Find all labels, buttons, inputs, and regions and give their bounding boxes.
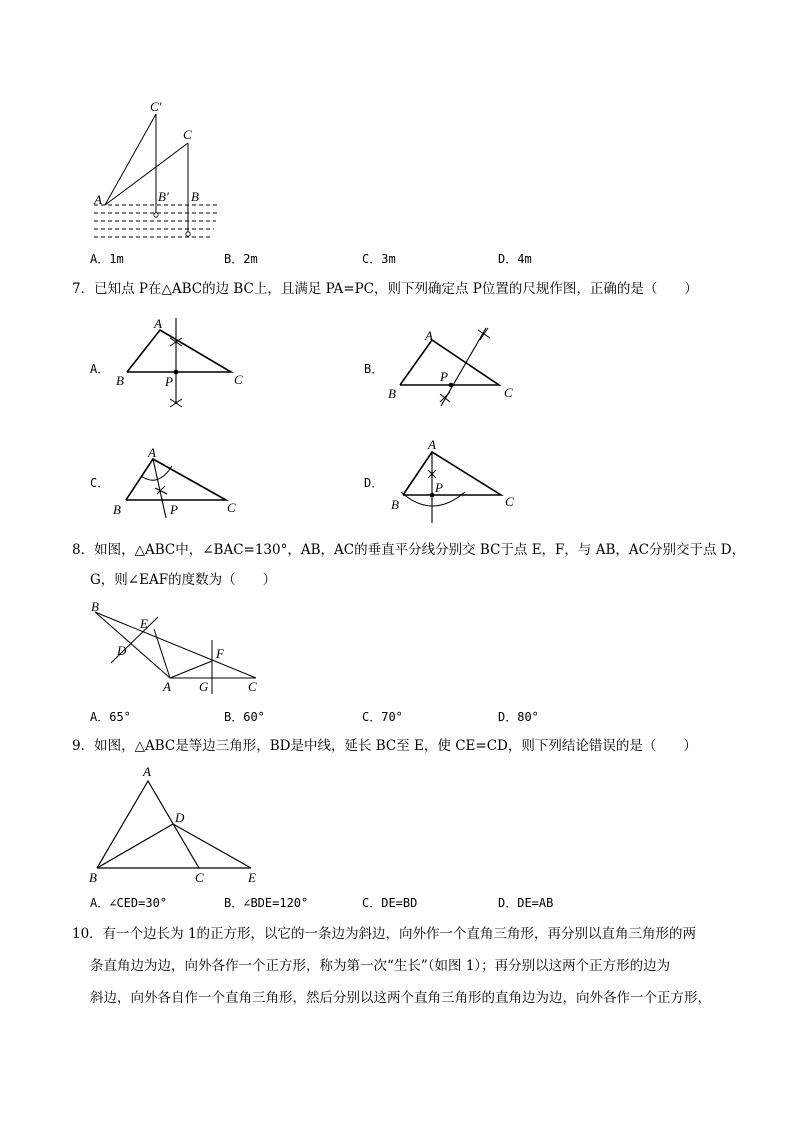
q9-stem: 9．如图，△ABC是等边三角形，BD是中线，延长 BC至 E，使 CE=CD，则下列结论错误的是（ ） (72, 738, 697, 754)
q7c-label-b: B (113, 502, 121, 517)
q7-option-a: A． (90, 362, 110, 376)
q8-label-f: F (216, 646, 224, 661)
q8-label-b: B (91, 599, 99, 614)
q8-label-e: E (140, 616, 148, 631)
q7b-label-a: A (425, 328, 433, 343)
q7a-label-b: B (116, 373, 124, 388)
q7a-label-a: A (154, 316, 162, 331)
q6-option-d: D．4m (498, 252, 532, 266)
q7d-label-b: B (391, 497, 399, 512)
q7-figure-d (401, 452, 501, 523)
q9-label-d: D (175, 810, 185, 825)
q6-option-c: C．3m (362, 252, 396, 266)
q7b-label-p: P (440, 369, 448, 384)
q7a-label-p: P (165, 374, 173, 389)
q8-label-g: G (199, 679, 209, 694)
q7-figure-c (126, 459, 226, 518)
q9-option-c: C．DE=BD (362, 896, 418, 910)
q10-line3: 斜边，向外各自作一个直角三角形，然后分别以这两个直角三角形的直角边为边，向外各作一个正方形， (90, 990, 711, 1006)
q10-line1: 10．有一个边长为 1的正方形，以它的一条边为斜边，向外作一个直角三角形，再分别以直角三角形的两 (72, 926, 697, 942)
q10-line2: 条直角边为边，向外各作一个正方形，称为第一次“生长”（如图 1）；再分别以这两个正方形的边为 (90, 958, 671, 974)
q9-label-c: C (195, 870, 204, 885)
q6-label-c-prime: C′ (150, 99, 162, 114)
q7-option-b: B． (364, 362, 384, 376)
q7-figure-a (127, 318, 231, 407)
q6-label-c: C (183, 127, 192, 142)
q7c-label-a: A (148, 445, 156, 460)
q6-option-a: A．1m (90, 252, 124, 266)
q8-option-a: A．65° (90, 710, 131, 724)
q9-label-e: E (248, 870, 256, 885)
q7-stem: 7．已知点 P在△ABC的边 BC上，且满足 PA=PC，则下列确定点 P位置的尺规作图，正确的是（ ） (72, 281, 698, 297)
q9-label-a: A (143, 764, 151, 779)
q8-stem-line2: G，则∠EAF的度数为（ ） (90, 572, 277, 588)
q9-option-b: B．∠BDE=120° (224, 896, 309, 910)
q8-label-c: C (248, 679, 257, 694)
q7d-label-a: A (428, 437, 436, 452)
q7a-label-c: C (234, 372, 243, 387)
q8-label-a: A (163, 679, 171, 694)
q8-option-b: B．60° (224, 710, 265, 724)
q7d-label-p: P (435, 480, 443, 495)
q7d-label-c: C (505, 494, 514, 509)
q6-option-b: B．2m (224, 252, 258, 266)
q7c-label-c: C (227, 500, 236, 515)
q8-stem-line1: 8．如图，△ABC中，∠BAC=130°，AB，AC的垂直平分线分别交 BC于点 E，F，与 AB，AC分别交于点 D， (72, 542, 746, 558)
q6-label-b: B (191, 189, 199, 204)
q8-label-d: D (117, 643, 127, 658)
q7b-label-b: B (388, 386, 396, 401)
q7-option-c: C． (90, 476, 110, 490)
q9-option-a: A．∠CED=30° (90, 896, 168, 910)
q7-figure-b (400, 328, 499, 406)
q9-label-b: B (89, 870, 97, 885)
q9-option-d: D．DE=AB (498, 896, 554, 910)
q8-option-d: D．80° (498, 710, 539, 724)
q7b-label-c: C (504, 385, 513, 400)
q7-option-d: D． (364, 476, 384, 490)
q6-label-a: A (94, 192, 102, 207)
q8-option-c: C．70° (362, 710, 403, 724)
q7c-label-p: P (170, 502, 178, 517)
q6-label-b-prime: B′ (158, 189, 169, 204)
